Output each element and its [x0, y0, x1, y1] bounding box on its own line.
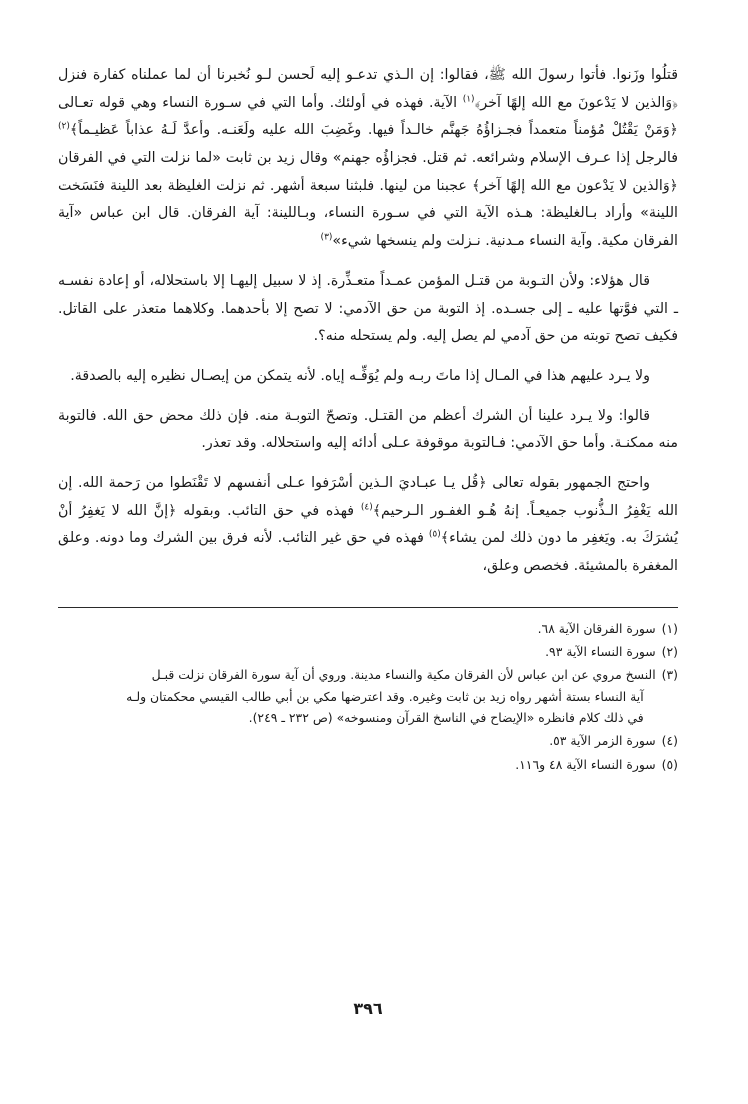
paragraph: قال هؤلاء: ولأن التـوبة من قتـل المؤمن عمـداً متعـذِّرة. إذ لا سبيل إليهـا إلا باستحلاله، أو إعادة نفسـه ـ التي فوَّتها عليه ـ إلى جسـده. إذ التوبة من حق الآدمي: لا تصح إلا بأحدهما. وكلاهما متعذر على القاتل. فكيف تصح توبته من حق آدمي لم يصل إليه. ولم يستحله منه؟.	[58, 272, 678, 345]
footnote-item	[58, 664, 678, 728]
footnote-separator	[58, 607, 678, 608]
main-text-column	[58, 62, 678, 593]
paragraph: ولا يـرد عليهم هذا في المـال إذا ماتَ ربـه ولم يُوَفِّـه إياه. لأنه يتمكن من إيصـال نظيره إليه بالصدقة.	[70, 367, 650, 384]
footnote-list	[58, 618, 678, 777]
paragraph: قتلُوا وزَنوا. فأتوا رسولَ الله ﷺ، فقالوا: إن الـذي تدعـو إليه لَحسن لـو نُخبرنا أن لما عملناه كفارة فنزل ﴿وَالذين لا يَدْعونَ مع الله إلهًا آخر﴾$^{(١)}$ الآية. فهذه في أولئك. وأما التي في سـورة النساء وهي قوله تعـالى ﴿وَمَنْ يَقْتُلْ مُؤمناً متعمداً فجـزاؤُهُ جَهنَّم خالـداً فيها. وغَضِبَ الله عليه ولَعَنـه. وأعدَّ لَـهُ عذاباً عَظيـماً﴾$^{(٢)}$ فالرجل إذا عـرف الإسلام وشرائعه. ثم قتل. فجزاؤُه جهنم» وقال زيد بن ثابت «لما نزلت التي في الفرقان ﴿وَالذين لا يَدْعون مع الله إلهًا آخر﴾ عجبنا من لينها. فلبثنا سبعة أشهر. ثم نزلت الغليظة بعد اللينة فنَسَخت اللينة» وأراد بـالغليظة: هـذه الآية التي في سـورة النساء، وبـاللينة: آية الفرقان. قال ابن عباس «آية الفرقان مكية. وآية النساء مـدنية. نـزلت ولم ينسخها شيء»$^{(٣)}$	[58, 67, 678, 250]
footnote-number: (٢)	[661, 644, 678, 660]
footnote-number: (٣)	[661, 667, 678, 683]
footnote-text: سورة النساء الآية ٩٣.	[545, 644, 656, 660]
page-number: ٣٩٦	[353, 999, 383, 1018]
footnote-item	[58, 618, 678, 639]
footnote-number: (٤)	[661, 733, 678, 749]
footnote-text	[58, 664, 656, 728]
footnote-item	[58, 754, 678, 775]
paragraph: قالوا: ولا يـرد علينا أن الشرك أعظم من القتـل. وتصحّ التوبـة منه. فإن ذلك محض حق الله. فالتوبة منه ممكنـة. وأما حق الآدمي: فـالتوبة موقوفة عـلى أدائه إليه واستحلاله. وقد تعذر.	[58, 407, 678, 452]
footnote-text: سورة الفرقان الآية ٦٨.	[537, 620, 656, 636]
footnote-item	[58, 730, 678, 751]
footnote-text: سورة النساء الآية ٤٨ و١١٦.	[515, 756, 656, 772]
footnote-text: سورة الزمر الآية ٥٣.	[549, 733, 656, 749]
footnote-line: في ذلك كلام فانظره «الإيضاح في الناسخ القرآن ومنسوخه» (ص ٢٣٢ ـ ٢٤٩).	[248, 710, 644, 725]
footnote-line: النسخ مروي عن ابن عباس لأن الفرقان مكية والنساء مدينة. وروي أن آية سورة الفرقان نزلت قبـل	[151, 667, 656, 683]
footnote-item	[58, 641, 678, 662]
footnote-number: (١)	[661, 620, 678, 636]
footnote-number: (٥)	[661, 756, 678, 772]
footnote-line: آية النساء بستة أشهر رواه زيد بن ثابت وغيره. وقد اعترضها مكي بن أبي طالب القيسي محكمتان ولـه	[126, 688, 644, 704]
paragraph: واحتج الجمهور بقوله تعالى ﴿قُل يـا عبـاديَ الـذين أسْرَفوا عـلى أنفسهم لا تَقْنَطوا من رَحمة الله. إن الله يَغْفِرُ الـذُّنوب جميعـاً. إنهُ هُـو الغفـور الـرحيم﴾$^{(٤)}$ فهذه في حق التائب. وبقوله ﴿إنَّ الله لا يَغفِرُ أنْ يُشرَكَ به. ويَغفِر ما دون ذلك لمن يشاء﴾$^{(٥)}$ فهذه في حق غير التائب. لأنه فرق بين الشرك وما دونه. وعلق المغفرة بالمشيئة. فخصص وعلق،	[58, 474, 679, 574]
